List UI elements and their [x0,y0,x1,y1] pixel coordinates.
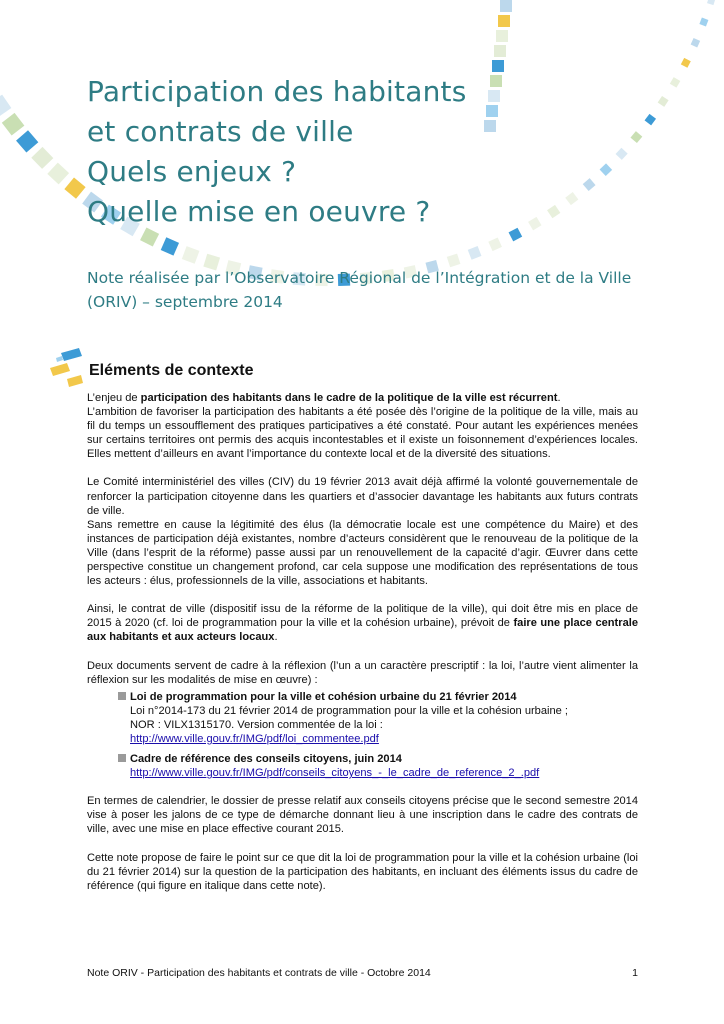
paragraph: Deux documents servent de cadre à la réflexion (l’un a un caractère prescriptif : la loi, l’autre vient alimenter la réflexion sur les modalités de mise en œuvre) : [87,659,638,686]
page-number: 1 [632,967,638,979]
arc-tile [699,17,708,26]
arc-tile [468,246,482,260]
title-line-3: Quels enjeux ? [87,155,297,188]
arc-tile [494,45,506,57]
arc-tile [707,0,715,5]
footer-text: Note ORIV - Participation des habitants et contrats de ville - Octobre 2014 [87,967,431,979]
arc-tile [0,95,11,118]
title-line-1: Participation des habitants [87,75,467,108]
text: . [557,392,561,404]
arc-tile [488,237,502,251]
arc-tile [498,15,510,27]
subtitle: Note réalisée par l’Observatoire Régional de l’Intégration et de la Ville (ORIV) – septembre 2014 [87,269,632,311]
doc1-link[interactable]: http://www.ville.gouv.fr/IMG/pdf/loi_commentee.pdf [130,732,379,745]
arc-tile [182,246,200,264]
doc1-line2: NOR : VILX1315170. Version commentée de la loi : [130,718,383,731]
arc-tile [500,0,512,12]
doc1-title: Loi de programmation pour la ville et cohésion urbaine du 21 février 2014 [130,690,517,703]
arc-tile [691,38,701,48]
paragraph: En termes de calendrier, le dossier de presse relatif aux conseils citoyens précise que le second semestre 2014 vise à poser les jalons de ce type de démarche donnant lieu à une inscription dans le cadre des contrats de ville, avec une mise en place effective courant 2015. [87,795,638,836]
text: Ainsi, le contrat de ville (dispositif issu de la réforme de la politique de la ville), qui doit être mis en place de 2015 à 2020 (cf. loi de programmation pour la ville et la cohésion urbaine), prévoit de [87,603,638,630]
title-line-2: et contrats de ville [87,115,354,148]
arc-tile [161,237,179,255]
text: L’enjeu de [87,392,141,404]
list-item [118,690,638,746]
arc-tile [47,163,69,185]
paragraph: Cette note propose de faire le point sur ce que dit la loi de programmation pour la ville et la cohésion urbaine (loi du 21 février 2014) sur la question de la participation des habitants, en incluant des éléments issus du cadre de référence (qui figure en italique dans cette note). [87,851,638,892]
paragraph [87,602,638,644]
document-title [87,72,687,232]
doc1-line1: Loi n°2014-173 du 21 février 2014 de programmation pour la ville et la cohésion urbaine ; [130,704,568,717]
bullet-icon [118,754,126,762]
arc-tile [64,177,85,198]
arc-tile [16,130,38,152]
arc-tile [492,60,504,72]
doc2-link[interactable]: http://www.ville.gouv.fr/IMG/pdf/conseils_citoyens_-_le_cadre_de_reference_2_.pdf [130,767,540,780]
arc-tile [681,58,691,68]
paragraph: L’ambition de favoriser la participation des habitants a été posée dès l’origine de la politique de la ville, mais au fil du temps un essoufflement des pratiques participatives a été constaté. Pour autant les expériences menées sur certains territoires ont permis des acquis incontestables et il existe un foisonnement d’expériences locales. Elles mettent d’ailleurs en avant l’importance du contexte local et de la diversité des situations. [87,406,638,461]
paragraph: Sans remettre en cause la légitimité des élus (la démocratie locale est une compétence du Maire) et des instances de participation déjà existantes, nombre d’acteurs considèrent que le renouveau de la politique de la Ville (dans l’esprit de la réforme) passe aussi par un renouvellement de la capacité d’agir. Œuvrer dans cette perspective constitue un changement profond, car cela suppose une modification des représentations de tous les acteurs : élus, professionnels de la ville, associations et habitants. [87,518,638,588]
arc-tile [496,30,508,42]
title-line-4: Quelle mise en oeuvre ? [87,195,431,228]
section-heading: Eléments de contexte [89,362,254,379]
paragraph [87,391,638,405]
arc-tile [2,113,25,136]
bold-text: faire une place centrale aux habitants et aux acteurs locaux [87,617,638,644]
page-footer [87,967,638,979]
arc-tile [31,147,53,169]
body-text [87,391,638,893]
doc2-title: Cadre de référence des conseils citoyens, juin 2014 [130,753,402,766]
section-logo-icon [47,346,87,392]
list-item [118,752,638,780]
bullet-icon [118,692,126,700]
text: . [274,631,278,644]
paragraph: Le Comité interministériel des villes (CIV) du 19 février 2013 avait déjà affirmé la volonté gouvernementale de renforcer la participation citoyenne dans les quartiers et d’associer davantage les habitants aux futurs contrats de ville. [87,476,638,517]
bold-text: participation des habitants dans le cadre de la politique de la ville est récurrent [140,392,558,404]
